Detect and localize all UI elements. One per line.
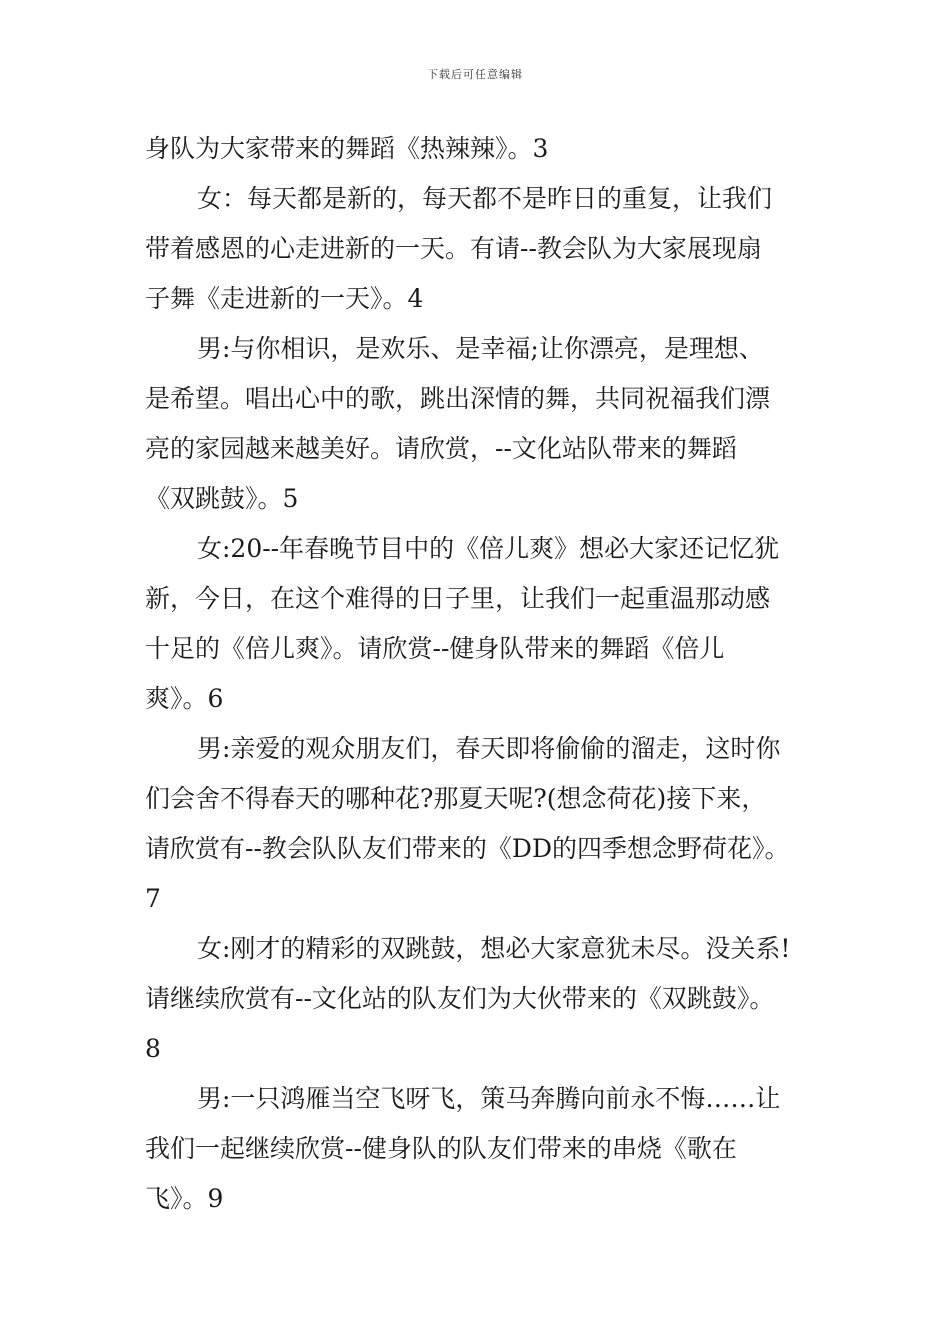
- text-line: 请欣赏有--教会队队友们带来的《DD的四季想念野荷花》。: [145, 834, 790, 863]
- text-line: 是希望。唱出心中的歌，跳出深情的舞，共同祝福我们漂: [145, 384, 771, 413]
- text-line: 十足的《倍儿爽》。请欣赏--健身队带来的舞蹈《倍儿: [145, 634, 725, 663]
- page-header: 下载后可任意编辑: [427, 68, 523, 81]
- text-line: 我们一起继续欣赏--健身队的队友们带来的串烧《歌在: [145, 1134, 737, 1163]
- text-line: 女：每天都是新的，每天都不是昨日的重复，让我们: [197, 184, 773, 213]
- text-line: 爽》。6: [145, 684, 224, 713]
- text-line: 男:一只鸿雁当空飞呀飞，策马奔腾向前永不悔……让: [197, 1084, 781, 1113]
- text-line: 女:刚才的精彩的双跳鼓，想必大家意犹未尽。没关系!: [197, 934, 791, 963]
- text-line: 身队为大家带来的舞蹈《热辣辣》。3: [145, 134, 549, 163]
- text-line: 新，今日，在这个难得的日子里，让我们一起重温那动感: [145, 584, 771, 613]
- text-line: 飞》。9: [145, 1184, 224, 1213]
- text-line: 《双跳鼓》。5: [145, 484, 299, 513]
- text-line: 亮的家园越来越美好。请欣赏，--文化站队带来的舞蹈: [145, 434, 737, 463]
- text-line: 7: [145, 884, 161, 913]
- text-line: 子舞《走进新的一天》。4: [145, 284, 424, 313]
- text-line: 们会舍不得春天的哪种花?那夏天呢?(想念荷花)接下来，: [145, 784, 767, 813]
- text-line: 8: [145, 1034, 161, 1063]
- text-line: 男:亲爱的观众朋友们，春天即将偷偷的溜走，这时你: [197, 734, 781, 763]
- text-line: 女:20--年春晚节目中的《倍儿爽》想必大家还记忆犹: [197, 534, 780, 563]
- text-line: 带着感恩的心走进新的一天。有请--教会队为大家展现扇: [145, 234, 762, 263]
- text-line: 请继续欣赏有--文化站的队友们为大伙带来的《双跳鼓》。: [145, 984, 775, 1013]
- text-line: 男:与你相识，是欢乐、是幸福;让你漂亮，是理想、: [197, 334, 764, 363]
- document-body: [145, 124, 810, 1224]
